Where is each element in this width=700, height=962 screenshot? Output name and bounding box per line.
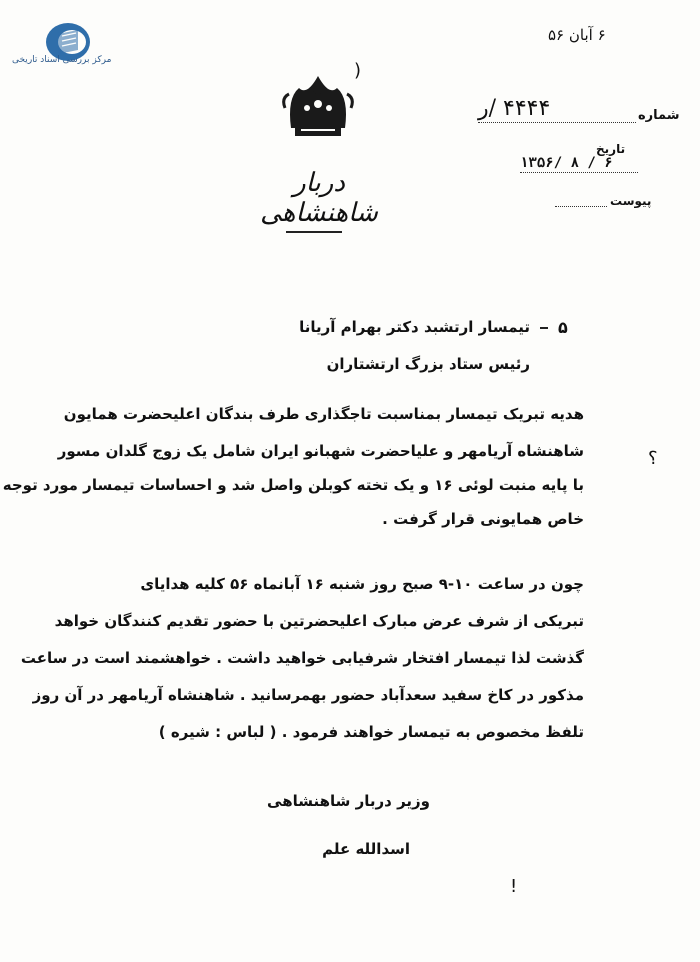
bottom-mark: ! (510, 876, 518, 897)
recipient-title: رئیس ستاد بزرگ ارتشتاران (326, 355, 530, 373)
signatory-title: وزیر دربار شاهنشاهی (267, 792, 430, 810)
number-dotted-line (478, 122, 636, 123)
top-parenthesis: ) (354, 60, 362, 81)
title-underline (286, 231, 342, 233)
handwritten-date-note: ۶ آبان ۵۶ (548, 26, 606, 44)
item-dash (540, 327, 548, 329)
body-line: خاص همایونی قرار گرفت . (382, 510, 584, 528)
watermark-text: مرکز بررسی اسناد تاریخی (12, 55, 112, 65)
body-line: مذکور در کاخ سفید سعدآباد حضور بهمرسانید . شاهنشاه آریامهر در آن روز (32, 686, 584, 704)
attachment-label: پیوست (610, 194, 652, 208)
attachment-dotted-line (555, 206, 607, 207)
body-line: با پایه منبت لوئی ۱۶ و یک تخته کوبلن واصل شد و احساسات تیمسار مورد توجه (2, 476, 584, 494)
body-line: چون در ساعت ۱۰-۹ صبح روز شنبه ۱۶ آبانماه ۵۶ کلیه هدایای (140, 575, 584, 593)
item-number: ۵ (558, 318, 568, 337)
signatory-name: اسدالله علم (322, 840, 410, 858)
body-line: شاهنشاه آریامهر و علیاحضرت شهبانو ایران شامل یک زوج گلدان مسور (57, 442, 584, 460)
date-value: ۱۳۵۶/ ۸ / ۶ (520, 155, 613, 171)
body-line: گذشت لذا تیمسار افتخار شرفیابی خواهید داشت . خواهشمند است در ساعت (20, 649, 584, 667)
number-label: شماره (638, 108, 680, 123)
margin-mark: ؟ (648, 448, 658, 469)
court-title: دربار شاهنشاهی (260, 168, 378, 228)
pahlavi-crown-icon (281, 68, 355, 148)
date-label: تاریخ (596, 142, 626, 156)
date-dotted-line (520, 172, 638, 173)
recipient-name: تیمسار ارتشبد دکتر بهرام آریانا (299, 318, 530, 336)
body-line: تبریکی از شرف عرض مبارک اعلیحضرتین با حضور تقدیم کنندگان خواهد (54, 612, 584, 630)
body-line: هدیه تبریک تیمسار بمناسبت تاجگذاری طرف بندگان اعلیحضرت همایون (63, 405, 584, 423)
body-line: تلفظ مخصوص به تیمسار خواهند فرمود . ( لباس : شیره ) (158, 723, 584, 741)
number-value: ۴۴۴۴ /ر (478, 96, 551, 121)
